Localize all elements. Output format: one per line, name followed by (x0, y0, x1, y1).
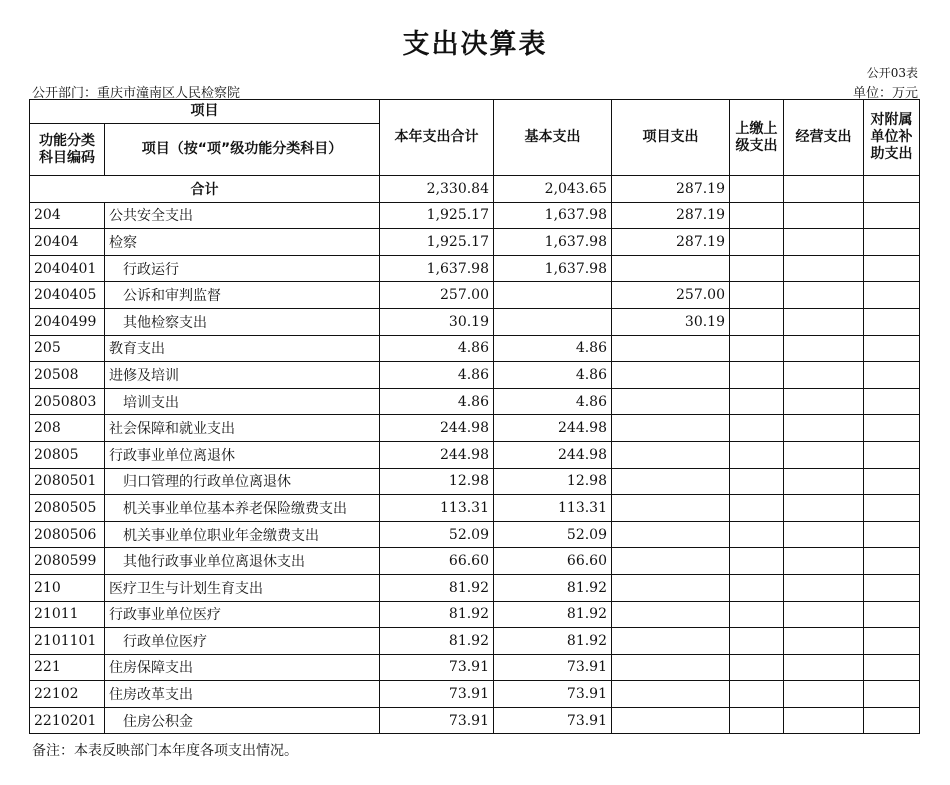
row-subsidy (864, 654, 920, 681)
table-row (30, 707, 920, 734)
row-total: 244.98 (380, 441, 494, 468)
row-upper (730, 415, 784, 442)
row-basic: 73.91 (494, 654, 612, 681)
row-total: 52.09 (380, 521, 494, 548)
row-total: 66.60 (380, 548, 494, 575)
row-business (784, 574, 864, 601)
row-business (784, 255, 864, 282)
total-subsidy (864, 176, 920, 203)
table-row (30, 681, 920, 708)
row-basic: 1,637.98 (494, 229, 612, 256)
total-project: 287.19 (612, 176, 730, 203)
row-name: 检察 (105, 229, 380, 256)
row-basic: 113.31 (494, 495, 612, 522)
row-project (612, 681, 730, 708)
row-subsidy (864, 282, 920, 309)
row-basic: 4.86 (494, 362, 612, 389)
page-title: 支出决算表 (402, 29, 548, 60)
row-subsidy (864, 308, 920, 335)
table-row (30, 308, 920, 335)
row-project (612, 654, 730, 681)
row-total: 4.86 (380, 362, 494, 389)
row-upper (730, 308, 784, 335)
row-name: 社会保障和就业支出 (105, 415, 380, 442)
total-amount: 2,330.84 (380, 176, 494, 203)
row-total: 113.31 (380, 495, 494, 522)
row-basic (494, 308, 612, 335)
row-code: 204 (30, 202, 105, 229)
row-basic: 81.92 (494, 601, 612, 628)
row-name: 进修及培训 (105, 362, 380, 389)
form-number: 公开03表 (866, 66, 918, 80)
row-code: 2080506 (30, 521, 105, 548)
row-upper (730, 202, 784, 229)
row-project: 30.19 (612, 308, 730, 335)
table-row (30, 654, 920, 681)
row-basic: 66.60 (494, 548, 612, 575)
row-upper (730, 282, 784, 309)
header-business: 经营支出 (784, 100, 864, 176)
row-basic: 81.92 (494, 628, 612, 655)
row-project (612, 601, 730, 628)
row-basic: 73.91 (494, 707, 612, 734)
row-subsidy (864, 415, 920, 442)
row-name: 行政事业单位离退休 (105, 441, 380, 468)
row-project (612, 574, 730, 601)
row-name: 住房公积金 (105, 707, 380, 734)
table-row (30, 388, 920, 415)
row-total: 4.86 (380, 335, 494, 362)
row-code: 2040401 (30, 255, 105, 282)
row-business (784, 548, 864, 575)
row-upper (730, 468, 784, 495)
row-subsidy (864, 707, 920, 734)
row-basic: 73.91 (494, 681, 612, 708)
row-code: 2080505 (30, 495, 105, 522)
row-project (612, 388, 730, 415)
row-code: 2080599 (30, 548, 105, 575)
table-row (30, 415, 920, 442)
row-total: 73.91 (380, 654, 494, 681)
table-row (30, 282, 920, 309)
row-business (784, 707, 864, 734)
row-upper (730, 495, 784, 522)
unit-label: 单位：万元 (852, 86, 918, 101)
table-row (30, 495, 920, 522)
row-project (612, 468, 730, 495)
footnote: 备注：本表反映部门本年度各项支出情况。 (32, 743, 298, 759)
row-project (612, 255, 730, 282)
row-code: 2050803 (30, 388, 105, 415)
row-name: 行政单位医疗 (105, 628, 380, 655)
row-total: 1,637.98 (380, 255, 494, 282)
row-basic: 4.86 (494, 388, 612, 415)
row-upper (730, 441, 784, 468)
total-label: 合计 (30, 176, 380, 203)
row-upper (730, 521, 784, 548)
row-subsidy (864, 202, 920, 229)
row-subsidy (864, 681, 920, 708)
row-business (784, 654, 864, 681)
row-subsidy (864, 495, 920, 522)
row-subsidy (864, 548, 920, 575)
row-business (784, 441, 864, 468)
row-upper (730, 681, 784, 708)
row-subsidy (864, 362, 920, 389)
row-code: 2101101 (30, 628, 105, 655)
row-project (612, 628, 730, 655)
row-total: 30.19 (380, 308, 494, 335)
row-name: 住房保障支出 (105, 654, 380, 681)
row-project: 287.19 (612, 202, 730, 229)
row-total: 81.92 (380, 628, 494, 655)
row-upper (730, 362, 784, 389)
row-basic: 81.92 (494, 574, 612, 601)
row-subsidy (864, 229, 920, 256)
row-total: 73.91 (380, 681, 494, 708)
row-business (784, 521, 864, 548)
row-basic: 244.98 (494, 415, 612, 442)
row-basic: 52.09 (494, 521, 612, 548)
row-business (784, 628, 864, 655)
row-name: 教育支出 (105, 335, 380, 362)
row-business (784, 415, 864, 442)
row-name: 机关事业单位基本养老保险缴费支出 (105, 495, 380, 522)
row-total: 1,925.17 (380, 229, 494, 256)
row-business (784, 308, 864, 335)
row-project (612, 521, 730, 548)
row-name: 培训支出 (105, 388, 380, 415)
table-row (30, 521, 920, 548)
row-code: 2040405 (30, 282, 105, 309)
row-basic: 12.98 (494, 468, 612, 495)
row-name: 住房改革支出 (105, 681, 380, 708)
table-row (30, 202, 920, 229)
row-business (784, 388, 864, 415)
row-subsidy (864, 255, 920, 282)
row-name: 公诉和审判监督 (105, 282, 380, 309)
row-total: 257.00 (380, 282, 494, 309)
row-code: 2210201 (30, 707, 105, 734)
row-project (612, 362, 730, 389)
row-upper (730, 388, 784, 415)
row-code: 2040499 (30, 308, 105, 335)
row-business (784, 495, 864, 522)
row-basic: 4.86 (494, 335, 612, 362)
row-business (784, 282, 864, 309)
header-code: 功能分类科目编码 (30, 124, 105, 176)
row-subsidy (864, 388, 920, 415)
row-code: 21011 (30, 601, 105, 628)
row-total: 81.92 (380, 574, 494, 601)
row-name: 行政运行 (105, 255, 380, 282)
row-total: 1,925.17 (380, 202, 494, 229)
header-subsidy: 对附属单位补助支出 (864, 100, 920, 176)
row-business (784, 229, 864, 256)
row-subsidy (864, 468, 920, 495)
total-business (784, 176, 864, 203)
row-upper (730, 229, 784, 256)
row-business (784, 335, 864, 362)
table-row (30, 229, 920, 256)
table-row (30, 628, 920, 655)
table-row (30, 548, 920, 575)
row-project: 287.19 (612, 229, 730, 256)
row-project (612, 707, 730, 734)
row-subsidy (864, 574, 920, 601)
row-basic: 1,637.98 (494, 255, 612, 282)
row-code: 221 (30, 654, 105, 681)
total-upper (730, 176, 784, 203)
row-code: 205 (30, 335, 105, 362)
row-code: 20508 (30, 362, 105, 389)
row-project (612, 548, 730, 575)
row-basic: 1,637.98 (494, 202, 612, 229)
row-name: 其他检察支出 (105, 308, 380, 335)
row-subsidy (864, 335, 920, 362)
total-basic: 2,043.65 (494, 176, 612, 203)
header-item-group: 项目 (30, 100, 380, 124)
row-project (612, 415, 730, 442)
row-business (784, 601, 864, 628)
total-row (30, 176, 920, 203)
row-name: 归口管理的行政单位离退休 (105, 468, 380, 495)
row-upper (730, 601, 784, 628)
row-name: 其他行政事业单位离退休支出 (105, 548, 380, 575)
row-code: 20805 (30, 441, 105, 468)
row-name: 公共安全支出 (105, 202, 380, 229)
header-basic: 基本支出 (494, 100, 612, 176)
row-project: 257.00 (612, 282, 730, 309)
row-total: 244.98 (380, 415, 494, 442)
row-upper (730, 335, 784, 362)
row-code: 22102 (30, 681, 105, 708)
row-total: 12.98 (380, 468, 494, 495)
table-row (30, 362, 920, 389)
row-code: 2080501 (30, 468, 105, 495)
row-business (784, 362, 864, 389)
row-name: 医疗卫生与计划生育支出 (105, 574, 380, 601)
row-code: 208 (30, 415, 105, 442)
row-upper (730, 654, 784, 681)
table-row (30, 601, 920, 628)
row-upper (730, 574, 784, 601)
row-subsidy (864, 601, 920, 628)
row-business (784, 681, 864, 708)
table-row (30, 574, 920, 601)
header-name: 项目（按“项”级功能分类科目） (105, 124, 380, 176)
header-total: 本年支出合计 (380, 100, 494, 176)
row-project (612, 495, 730, 522)
row-code: 20404 (30, 229, 105, 256)
header-project: 项目支出 (612, 100, 730, 176)
header-upper: 上缴上级支出 (730, 100, 784, 176)
row-name: 行政事业单位医疗 (105, 601, 380, 628)
row-upper (730, 548, 784, 575)
table-row (30, 335, 920, 362)
row-subsidy (864, 521, 920, 548)
expenditure-table (29, 99, 920, 734)
row-total: 73.91 (380, 707, 494, 734)
table-row (30, 441, 920, 468)
row-business (784, 468, 864, 495)
row-name: 机关事业单位职业年金缴费支出 (105, 521, 380, 548)
row-total: 4.86 (380, 388, 494, 415)
table-row (30, 468, 920, 495)
row-project (612, 335, 730, 362)
row-basic: 244.98 (494, 441, 612, 468)
row-subsidy (864, 441, 920, 468)
row-upper (730, 255, 784, 282)
row-upper (730, 628, 784, 655)
row-code: 210 (30, 574, 105, 601)
row-project (612, 441, 730, 468)
table-row (30, 255, 920, 282)
department-label: 公开部门：重庆市潼南区人民检察院 (32, 86, 241, 101)
row-upper (730, 707, 784, 734)
row-business (784, 202, 864, 229)
row-subsidy (864, 628, 920, 655)
row-basic (494, 282, 612, 309)
row-total: 81.92 (380, 601, 494, 628)
